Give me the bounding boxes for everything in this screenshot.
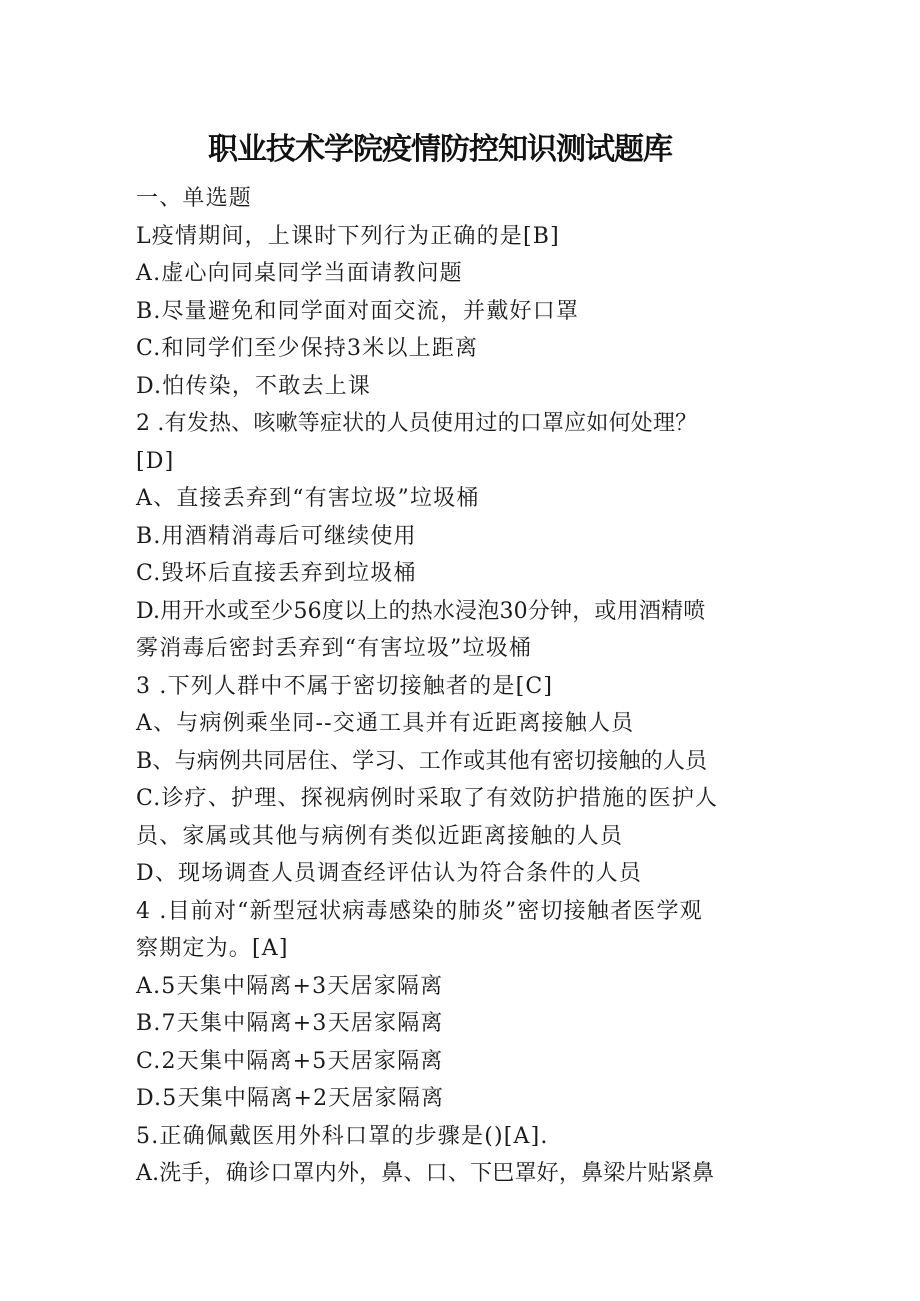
question-1-option-d: D.怕传染，不敢去上课 xyxy=(136,373,372,399)
question-4-option-b: B.7天集中隔离+3天居家隔离 xyxy=(136,1011,444,1036)
question-3-stem: 3 .下列人群中不属于密切接触者的是[C] xyxy=(136,673,554,699)
question-1-option-a: A.虚心向同桌同学当面请教问题 xyxy=(136,261,463,286)
document-body xyxy=(136,180,786,1193)
question-2-option-d: D.用开水或至少56度以上的热水浸泡30分钟，或用酒精喷 xyxy=(136,598,706,624)
question-2-answer: [D] xyxy=(136,448,175,474)
question-4-option-c: C.2天集中隔离+5天居家隔离 xyxy=(136,1048,444,1074)
question-1-stem: L疫情期间，上课时下列行为正确的是[B] xyxy=(136,223,560,249)
question-2-option-d-cont: 雾消毒后密封丢弃到“有害垃圾”垃圾桶 xyxy=(136,636,533,661)
section-heading: 一、单选题 xyxy=(136,186,253,211)
question-1-option-b: B.尽量避免和同学面对面交流，并戴好口罩 xyxy=(136,298,580,324)
question-1-option-c: C.和同学们至少保持3米以上距离 xyxy=(136,336,479,361)
question-4-option-d: D.5天集中隔离+2天居家隔离 xyxy=(136,1086,445,1111)
document-title: 职业技术学院疫情防控知识测试题库 xyxy=(208,132,672,167)
question-2-option-a: A、直接丢弃到“有害垃圾”垃圾桶 xyxy=(136,486,480,511)
question-3-option-a: A、与病例乘坐同--交通工具并有近距离接触人员 xyxy=(136,711,635,736)
question-4-stem-cont: 察期定为。[A] xyxy=(136,936,289,961)
question-5-stem: 5.正确佩戴医用外科口罩的步骤是()[A]. xyxy=(136,1123,549,1149)
question-3-option-c-cont: 员、家属或其他与病例有类似近距离接触的人员 xyxy=(136,823,624,849)
question-2-option-b: B.用酒精消毒后可继续使用 xyxy=(136,523,417,549)
question-2-stem: 2 .有发热、咳嗽等症状的人员使用过的口罩应如何处理？ xyxy=(136,411,698,436)
question-3-option-d: D、现场调查人员调查经评估认为符合条件的人员 xyxy=(136,861,643,886)
question-3-option-c: C.诊疗、护理、探视病例时采取了有效防护措施的医护人 xyxy=(136,786,719,811)
question-4-stem: 4 .目前对“新型冠状病毒感染的肺炎”密切接触者医学观 xyxy=(136,898,703,924)
question-5-option-a: A.洗手，确诊口罩内外，鼻、口、下巴罩好，鼻梁片贴紧鼻 xyxy=(136,1161,715,1186)
question-4-option-a: A.5天集中隔离+3天居家隔离 xyxy=(136,973,444,999)
question-3-option-b: B、与病例共同居住、学习、工作或其他有密切接触的人员 xyxy=(136,748,708,774)
question-2-option-c: C.毁坏后直接丢弃到垃圾桶 xyxy=(136,561,417,586)
